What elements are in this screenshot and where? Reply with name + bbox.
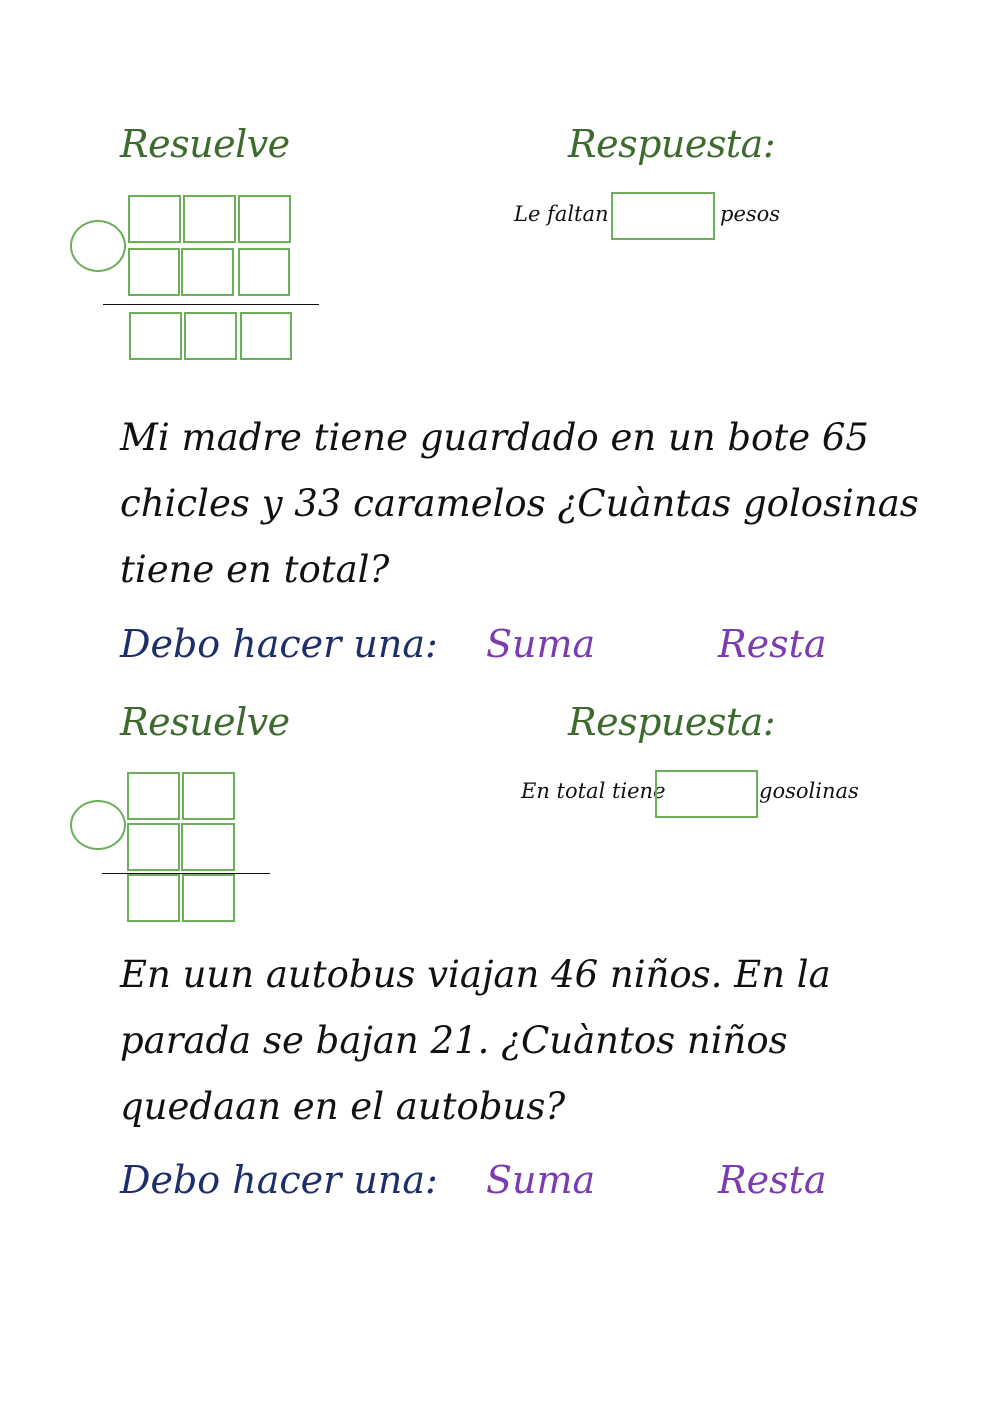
result-box-c1[interactable] <box>127 874 180 922</box>
result-box-c1[interactable] <box>129 312 182 360</box>
answer-prefix-2: En total tiene <box>521 779 666 803</box>
result-box-c3[interactable] <box>240 312 292 360</box>
option-suma-2[interactable]: Suma <box>486 1158 596 1202</box>
problem-2-line: tiene en total? <box>120 548 390 591</box>
digit-box-r1-c2[interactable] <box>182 772 235 820</box>
answer-suffix-2: gosolinas <box>759 779 859 803</box>
digit-box-r2-c3[interactable] <box>238 248 290 296</box>
digit-box-r2-c2[interactable] <box>181 248 234 296</box>
problem-3-line: parada se bajan 21. ¿Cuàntos niños <box>120 1019 788 1062</box>
problem-2-text <box>120 405 919 603</box>
result-box-c2[interactable] <box>184 312 237 360</box>
result-box-c2[interactable] <box>182 874 235 922</box>
digit-box-r2-c1[interactable] <box>128 248 180 296</box>
digit-box-r1-c1[interactable] <box>128 195 181 243</box>
operator-circle-1[interactable] <box>70 220 126 272</box>
respuesta-heading-2: Respuesta: <box>568 700 776 744</box>
digit-box-r1-c3[interactable] <box>238 195 291 243</box>
digit-box-r1-c2[interactable] <box>183 195 236 243</box>
resuelve-heading-1: Resuelve <box>120 122 290 166</box>
debo-hacer-label-2: Debo hacer una: <box>120 1158 438 1202</box>
operator-circle-2[interactable] <box>70 800 126 850</box>
option-resta-1[interactable]: Resta <box>718 622 827 666</box>
respuesta-heading-1: Respuesta: <box>568 122 776 166</box>
option-resta-2[interactable]: Resta <box>718 1158 827 1202</box>
digit-box-r2-c2[interactable] <box>181 823 235 871</box>
answer-box-1[interactable] <box>611 192 715 240</box>
problem-3-line: quedaan en el autobus? <box>120 1085 566 1128</box>
answer-suffix-1: pesos <box>720 202 781 226</box>
digit-box-r2-c1[interactable] <box>127 823 180 871</box>
resuelve-heading-2: Resuelve <box>120 700 290 744</box>
answer-box-2[interactable] <box>655 770 758 818</box>
debo-hacer-label-1: Debo hacer una: <box>120 622 438 666</box>
digit-box-r1-c1[interactable] <box>127 772 180 820</box>
problem-3-line: En uun autobus viajan 46 niños. En la <box>120 953 831 996</box>
problem-2-line: chicles y 33 caramelos ¿Cuàntas golosinas <box>120 482 919 525</box>
sum-line-1 <box>103 304 319 305</box>
option-suma-1[interactable]: Suma <box>486 622 596 666</box>
problem-3-text <box>120 942 880 1140</box>
answer-prefix-1: Le faltan <box>514 202 609 226</box>
problem-2-line: Mi madre tiene guardado en un bote 65 <box>120 416 869 459</box>
